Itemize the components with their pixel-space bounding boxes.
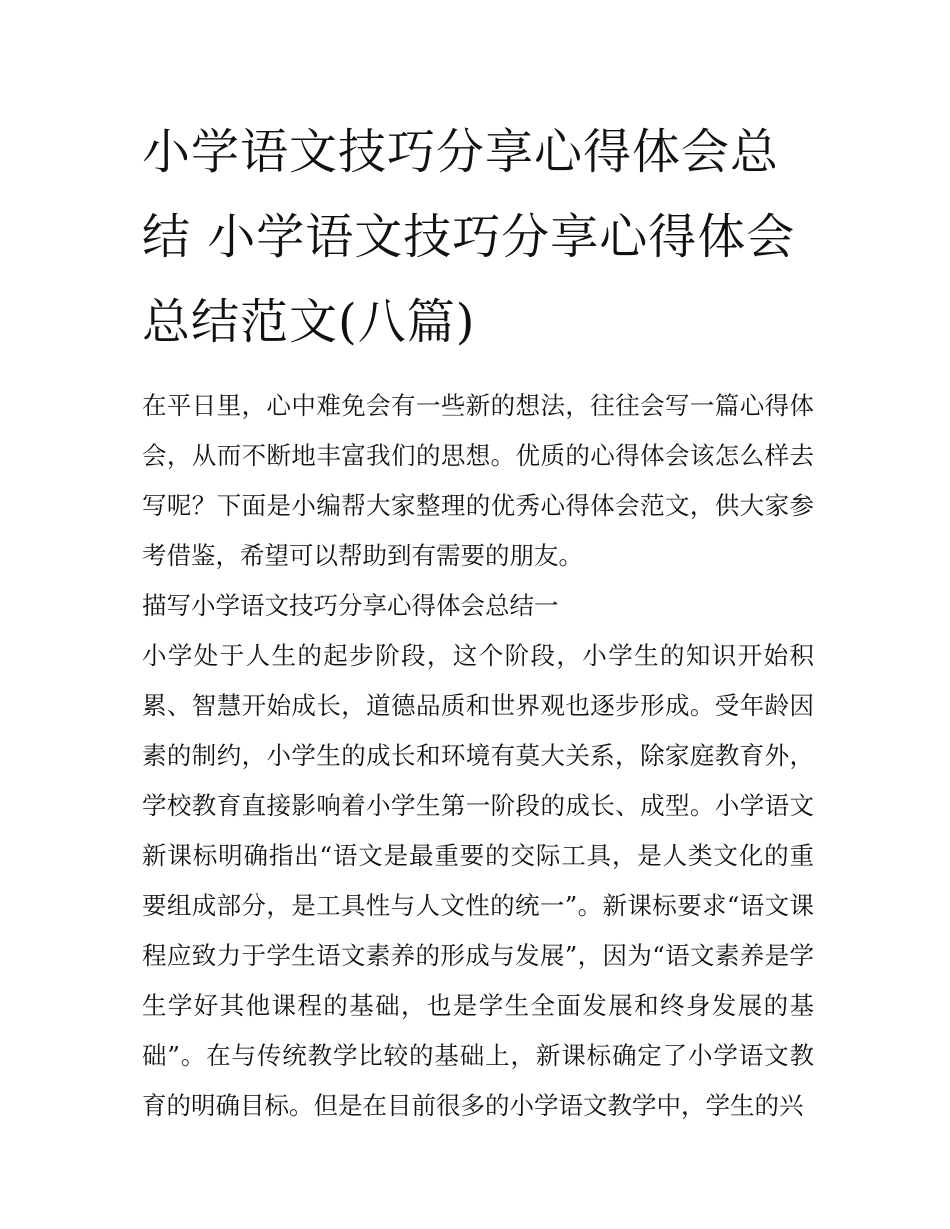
body-paragraph: 小学处于人生的起步阶段，这个阶段，小学生的知识开始积累、智慧开始成长，道德品质和世界观也逐步形成。受年龄因素的制约，小学生的成长和环境有莫大关系，除家庭教育外，学校教育直接影响着小学生第一阶段的成长、成型。小学语文新课标明确指出“语文是最重要的交际工具，是人类文化的重要组成部分，是工具性与人文性的统一”。新课标要求“语文课程应致力于学生语文素养的形成与发展”，因为“语文素养是学生学好其他课程的基础，也是学生全面发展和终身发展的基础”。在与传统教学比较的基础上，新课标确定了小学语文教育的明确目标。但是在目前很多的小学语文教学中，学生的兴 [142, 641, 814, 1120]
intro-paragraph: 在平日里，心中难免会有一些新的想法，往往会写一篇心得体会，从而不断地丰富我们的思想。优质的心得体会该怎么样去写呢？下面是小编帮大家整理的优秀心得体会范文，供大家参考借鉴，希望可以帮助到有需要的朋友。 [142, 391, 814, 570]
document-title: 小学语文技巧分享心得体会总结 小学语文技巧分享心得体会总结范文(八篇) [142, 124, 796, 350]
document-content [142, 110, 814, 1131]
section-heading: 描写小学语文技巧分享心得体会总结一 [142, 591, 559, 620]
